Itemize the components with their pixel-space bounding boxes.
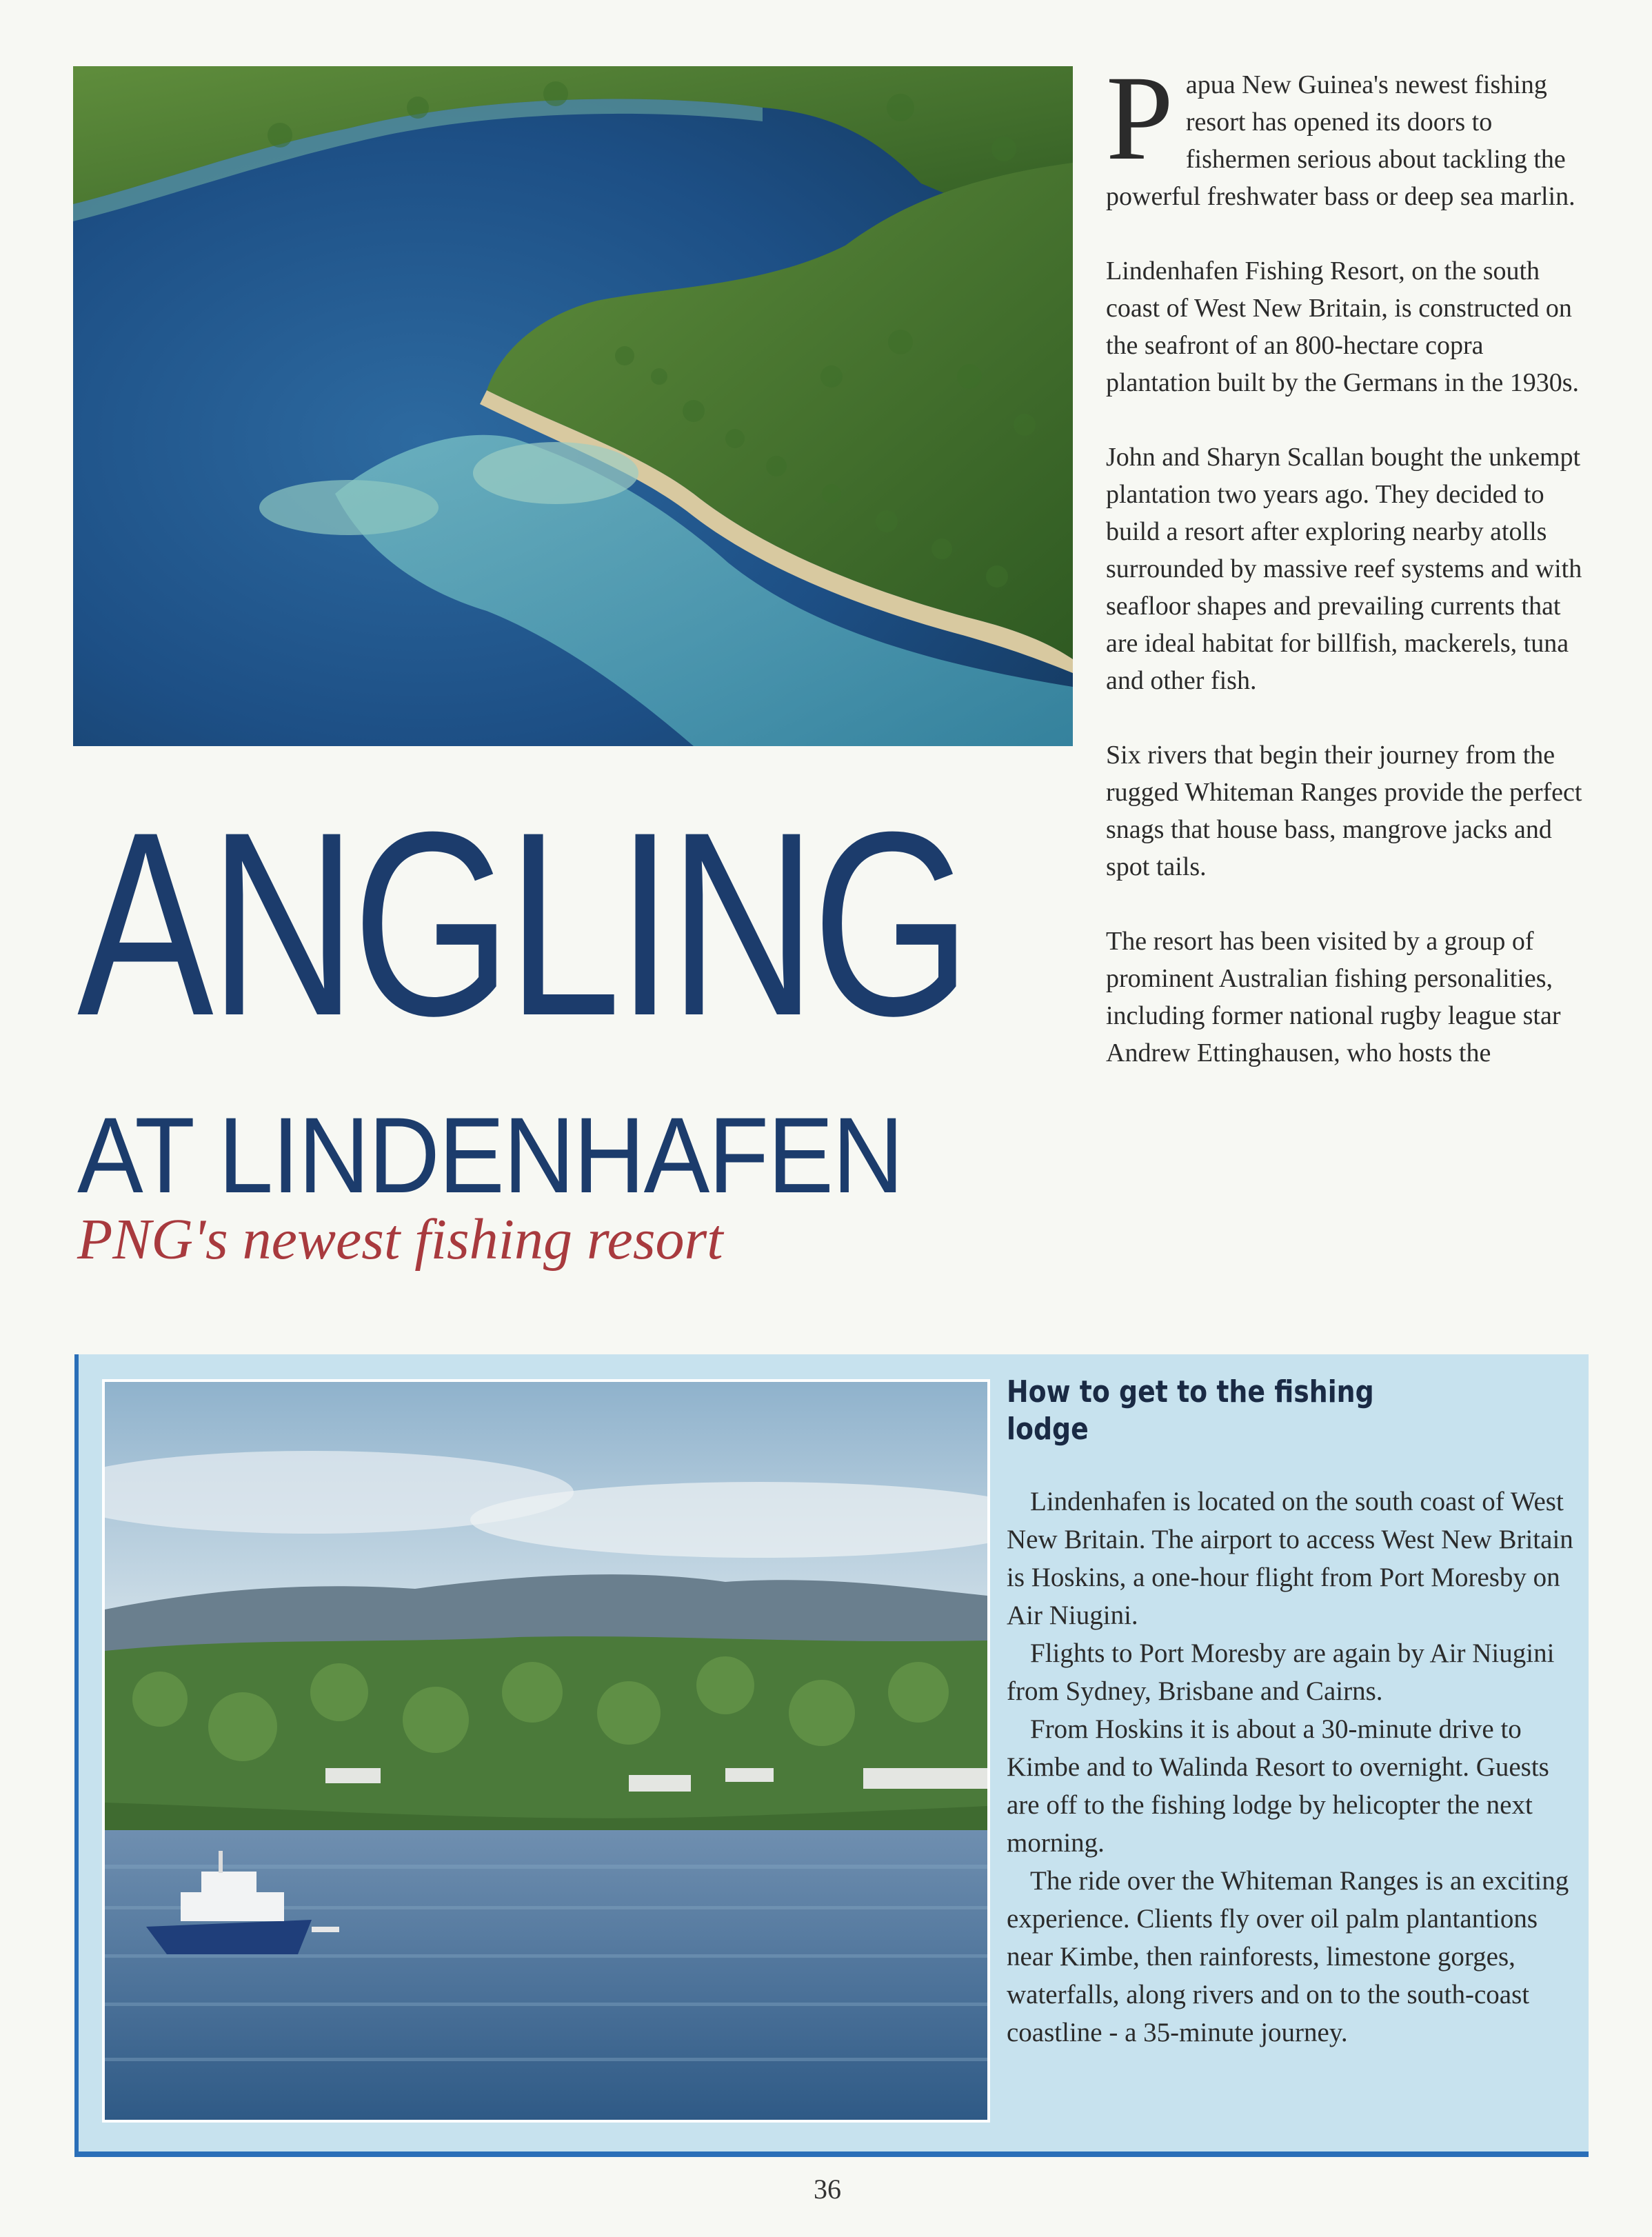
sidebar-paragraph: The ride over the Whiteman Ranges is an exciting experience. Clients fly over oil palm plantantions near Kimbe, then rainforests, limestone gorges, waterfalls, along rivers and on to the south-coast coastline - a 35-minute journey. (1007, 1866, 1569, 2047)
intro-paragraph: John and Sharyn Scallan bought the unkempt plantation two years ago. They decided to build a resort after exploring nearby atolls surrounded by massive reef systems and with seafloor shapes and prevailing currents that are ideal habitat for billfish, mackerels, tuna and other fish. (1106, 443, 1582, 695)
article-intro-column (1106, 51, 1589, 1109)
sidebar-paragraph: From Hoskins it is about a 30-minute drive to Kimbe and to Walinda Resort to overnight. Guests are off to the fishing lodge by helicopter the next morning. (1007, 1714, 1549, 1858)
intro-paragraph: Six rivers that begin their journey from the rugged Whiteman Ranges provide the perfect snags that house bass, mangrove jacks and spot tails. (1106, 741, 1582, 881)
intro-paragraph: Papua New Guinea's newest fishing resort has opened its doors to fishermen serious about tackling the powerful freshwater bass or deep sea marlin. (1106, 51, 1575, 211)
page-number: 36 (814, 2174, 841, 2205)
headline-sub: AT LINDENHAFEN (77, 1096, 903, 1216)
headline-tagline: PNG's newest fishing resort (77, 1207, 723, 1272)
sidebar-title: How to get to the fishing lodge (1007, 1374, 1374, 1447)
sidebar-body (1007, 1483, 1579, 2052)
sidebar-paragraph: Flights to Port Moresby are again by Air Niugini from Sydney, Brisbane and Cairns. (1007, 1638, 1555, 1706)
drop-cap: P (1106, 51, 1173, 185)
intro-paragraph: The resort has been visited by a group of prominent Australian fishing personalities, including former national rugby league star Andrew Ettinghausen, who hosts the (1106, 927, 1561, 1067)
intro-paragraph: Lindenhafen Fishing Resort, on the south coast of West New Britain, is constructed on the seafront of an 800-hectare copra plantation built by the Germans in the 1930s. (1106, 257, 1580, 397)
resort-shoreline-photo (102, 1379, 990, 2123)
headline-main: ANGLING (77, 777, 967, 1070)
sidebar-paragraph: Lindenhafen is located on the south coast of West New Britain. The airport to access West New Britain is Hoskins, a one-hour flight from Port Moresby on Air Niugini. (1007, 1487, 1573, 1630)
aerial-lagoon-photo (73, 66, 1073, 746)
